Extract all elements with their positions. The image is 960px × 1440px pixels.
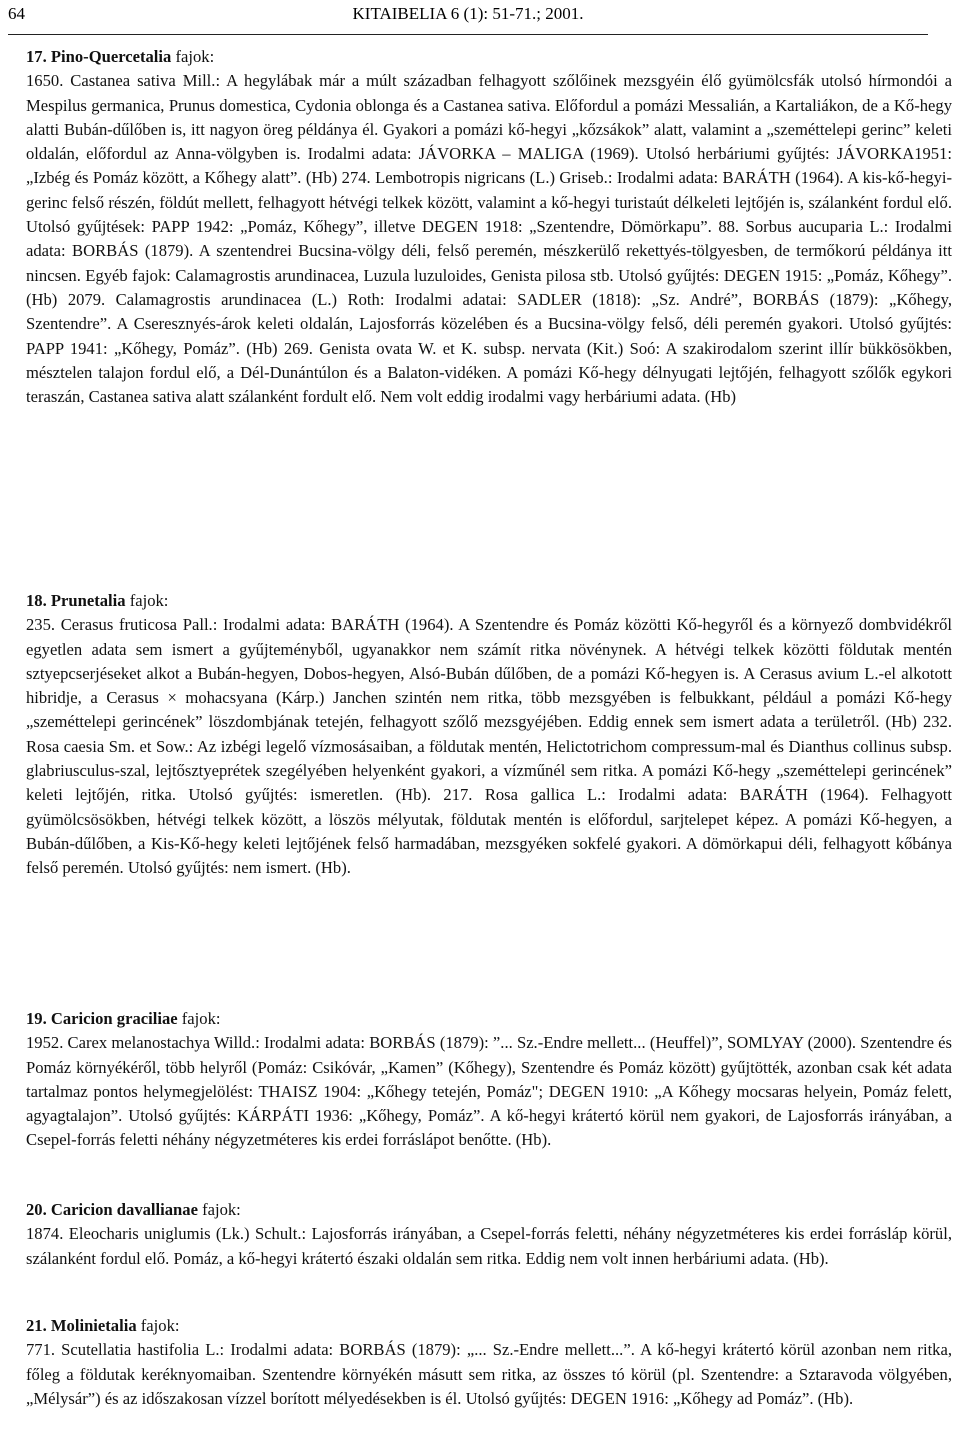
section-20 — [26, 1198, 952, 1271]
section-text: 235. Cerasus fruticosa Pall.: Irodalmi adata: BARÁTH (1964). A Szentendre és Pomáz közötti Kő-hegyről és a környező dombvidékről egyetlen adata sem ismert a gyűjteményből, ugyanakkor nem számít ritka növénynek. A hétvégi telkek közötti földutak mentén sztyepcserjéseket alkot a Bubán-hegyen, Dobos-hegyen, Alsó-Bubán dűlőben, de a pomázi Kő-hegyen is. A Cerasus avium L.-el alkotott hibridje, a Cerasus × mohacsyana (Kárp.) Janchen szintén nem ritka, több mezsgyében is felbukkant, például a pomázi Kő-hegy „szeméttelepi gerincének” löszdombjának tetején, felhagyott szőlő mezsgyéjében. Eddig ennek sem ismert adata a területről. (Hb) 232. Rosa caesia Sm. et Sow.: Az izbégi legelő vízmosásaiban, a földutak mentén, Helictotrichom compressum-mal és Dianthus collinus subsp. glabriusculus-szal, lejtősztyeprétek szegélyében helyenként gyakori, a vízműnél sem ritka. A pomázi Kő-hegy „szeméttelepi gerincének” keleti lejtőjén, ritka. Utolsó gyűjtés: ismeretlen. (Hb). 217. Rosa gallica L.: Irodalmi adata: BARÁTH (1964). Felhagyott gyümölcsösökben, hétvégi telkek között, a löszös mélyutak, földutak mentén is előfordul, sarjtelepet képez. A pomázi Kő-hegyen, a Bubán-dűlőben, a Kis-Kő-hegy keleti lejtőjének felső harmadában, mezsgyéken sokfelé gyakori. A dömörkapui déli, felhagyott kőbánya felső peremén. Utolsó gyűjtés: nem ismert. (Hb). — [26, 615, 952, 878]
section-21 — [26, 1314, 952, 1411]
section-19 — [26, 1007, 952, 1153]
section-title: 19. Caricion graciliae fajok: — [26, 1009, 221, 1028]
journal-citation: KITAIBELIA 6 (1): 51-71.; 2001. — [352, 4, 584, 23]
section-text: 1874. Eleocharis uniglumis (Lk.) Schult.: Lajosforrás irányában, a Csepel-forrás feletti, néhány négyzetméteres kis erdei forrásláp körül, szálanként fordul elő. Pomáz, a kő-hegyi krátertó északi oldalán sem ritka. Eddig nem volt innen herbáriumi adata. (Hb). — [26, 1224, 952, 1268]
section-text: 771. Scutellatia hastifolia L.: Irodalmi adata: BORBÁS (1879): „... Sz.-Endre mellett...”. A kő-hegyi krátertó körül azonban nem ritka, főleg a földutak keréknyomaiban. Szentendre környékén másutt sem ritka, az összes tó körül (pl. Szentendre: a Sztaravoda völgyében, „Mélysár”) és az időszakosan vízzel borított mélyedésekben is él. Utolsó gyűjtés: DEGEN 1916: „Kőhegy ad Pomáz”. (Hb). — [26, 1340, 952, 1408]
section-text: 1650. Castanea sativa Mill.: A hegylábak már a múlt században felhagyott szőlőinek mezsgyéin élő gyümölcsfák utolsó hírmondói a Mespilus germanica, Prunus domestica, Cydonia oblonga és a Castanea sativa. Előfordul a pomázi Messalián, a Kartaliákon, de a Kő-hegy alatti Bubán-dűlőben is, itt nagyon öreg példánya él. Gyakori a pomázi kő-hegyi „kőzsákok” alatt, valamint a „szeméttelepi gerinc” keleti oldalán, előfordul az Anna-völgyben is. Irodalmi adata: JÁVORKA – MALIGA (1969). Utolsó herbáriumi gyűjtés: JÁVORKA1951: „Izbég és Pomáz között, a Kőhegy alatt”. (Hb) 274. Lembotropis nigricans (L.) Griseb.: Irodalmi adata: BARÁTH (1964). A kis-kő-hegyi-gerinc felső részén, földút mellett, felhagyott hétvégi telkek között, valamint a kő-hegyi turistaút délkeleti lejtőjén is, szálanként fordul elő. Utolsó gyűjtések: PAPP 1942: „Pomáz, Kőhegy”, illetve DEGEN 1918: „Szentendre, Dömörkapu”. 88. Sorbus aucuparia L.: Irodalmi adata: BORBÁS (1879). A szentendrei Bucsina-völgy déli, felső peremén, mészkerülő rekettyés-tölgyesben, de termőkorú példánya itt nincsen. Egyéb fajok: Calamagrostis arundinacea, Luzula luzuloides, Genista pilosa stb. Utolsó gyűjtés: DEGEN 1915: „Pomáz, Kőhegy”. (Hb) 2079. Calamagrostis arundinacea (L.) Roth: Irodalmi adatai: SADLER (1818): „Sz. André”, BORBÁS (1879): „Kőhegy, Szentendre”. A Cseresznyés-árok keleti oldalán, Lajosforrás közelében és a Bucsina-völgy felső, déli peremén gyakori. Utolsó gyűjtés: PAPP 1941: „Kőhegy, Pomáz”. (Hb) 269. Genista ovata W. et K. subsp. nervata (Kit.) Soó: A szakirodalom szerint illír bükkösökben, mésztelen talajon fordul elő, a Dél-Dunántúlon és a Balaton-vidéken. A pomázi Kő-hegy délnyugati lejtőjén, felhagyott szőlők egykori teraszán, Castanea sativa alatt szálanként fordult elő. Nem volt eddig irodalmi vagy herbáriumi adata. (Hb) — [26, 71, 952, 407]
section-title: 18. Prunetalia fajok: — [26, 591, 169, 610]
section-title: 20. Caricion davallianae fajok: — [26, 1200, 241, 1219]
section-title: 21. Molinietalia fajok: — [26, 1316, 180, 1335]
section-title: 17. Pino-Quercetalia fajok: — [26, 47, 215, 66]
page-number: 64 — [8, 4, 25, 23]
page-header — [8, 4, 928, 35]
section-text: 1952. Carex melanostachya Willd.: Irodalmi adata: BORBÁS (1879): ”... Sz.-Endre mellett... (Heuffel)”, SOMLYAY (2000). Szentendre és Pomáz környékéről, több helyről (Pomáz: Csikóvár, „Kamen” (Kőhegy), Szentendre és Pomáz között) gyűjtötték, azonban csak két adata tartalmaz pontos helymegjelölést: THAISZ 1904: „Kőhegy tetején, Pomáz"; DEGEN 1910: „A Kőhegy mocsaras helyein, Pomáz felett, agyagtalajon”. Utolsó gyűjtés: KÁRPÁTI 1936: „Kőhegy, Pomáz”. A kő-hegyi krátertó körül nem gyakori, de Lajosforrás irányában, a Csepel-forrás feletti néhány négyzetméteres kis erdei forráslápot benőtte. (Hb). — [26, 1033, 952, 1150]
section-18 — [26, 589, 952, 881]
section-17 — [26, 45, 952, 409]
